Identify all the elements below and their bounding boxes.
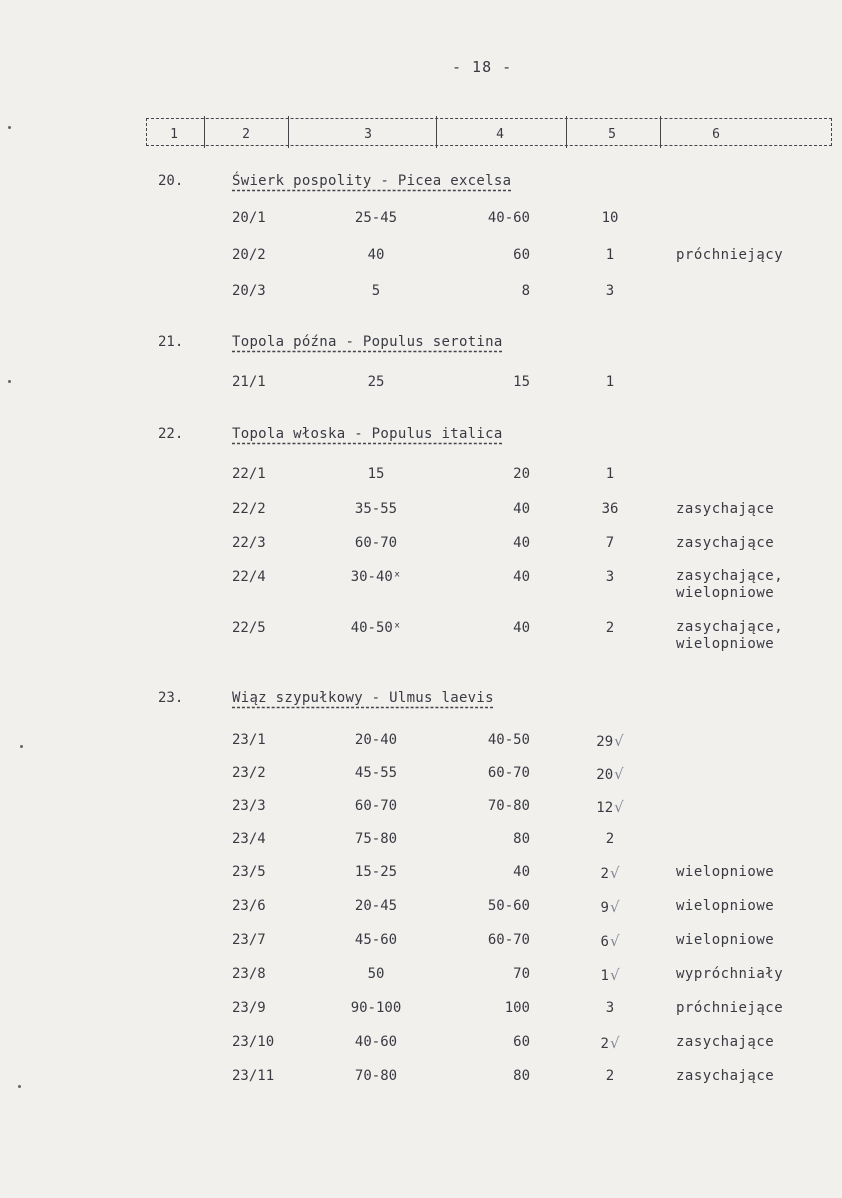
count-value: 20 [596,767,614,783]
row-col3: 60-70 [354,798,398,814]
count-value: 2 [600,1036,609,1052]
row-note: próchniejące [676,1000,784,1016]
row-col5: 10 [601,210,619,226]
row-note-line2: wielopniowe [676,585,775,601]
section-number: 20. [158,173,184,189]
section-number: 23. [158,690,184,706]
page-number: - 18 - [452,58,513,76]
row-id: 23/11 [232,1068,275,1084]
row-id: 23/5 [232,864,266,880]
count-value: 6 [600,934,609,950]
row-col5 [590,1034,630,1052]
count-value: 2 [600,866,609,882]
section-number: 21. [158,334,184,350]
row-col4: 60 [513,1034,530,1050]
row-col5: 7 [605,535,615,551]
row-col3: 45-55 [354,765,398,781]
row-note [676,619,783,653]
scan-speck [18,1085,21,1088]
column-separator [288,116,289,148]
column-separator [204,116,205,148]
check-mark-icon: √ [609,898,620,916]
row-note: wypróchniały [676,966,784,982]
section-title: Świerk pospolity - Picea excelsa [232,173,512,189]
row-col5 [590,798,630,816]
row-col4: 40-60 [487,210,530,226]
row-col3: 45-60 [354,932,398,948]
row-id: 21/1 [232,374,266,390]
row-col5: 1 [605,466,615,482]
row-note-line1: zasychające, [676,568,784,584]
row-col3: 5 [371,283,381,299]
row-note [676,568,783,602]
row-col4: 40 [513,535,530,551]
column-header-5: 5 [608,127,616,142]
row-col3: 40-50ˣ [350,620,402,636]
row-id: 23/4 [232,831,266,847]
row-id: 20/2 [232,247,266,263]
row-col3: 20-40 [354,732,398,748]
row-col3: 25 [367,374,385,390]
count-value: 29 [596,734,614,750]
row-id: 20/1 [232,210,266,226]
count-value: 9 [600,900,609,916]
row-col5: 3 [605,569,615,585]
row-col3: 50 [367,966,385,982]
row-col4: 40 [513,620,530,636]
check-mark-icon: √ [614,765,624,783]
row-col3: 15 [367,466,385,482]
section-title: Wiąz szypułkowy - Ulmus laevis [232,690,494,706]
column-header-1: 1 [170,127,178,142]
column-header-4: 4 [496,127,504,142]
column-header-3: 3 [364,127,372,142]
row-id: 23/10 [232,1034,275,1050]
column-header-2: 2 [242,127,250,142]
row-col4: 40 [513,569,530,585]
row-col4: 8 [521,283,530,299]
row-col4: 80 [513,831,530,847]
count-value: 1 [600,968,609,984]
row-note: wielopniowe [676,864,775,880]
row-col4: 80 [513,1068,530,1084]
row-col5 [590,966,630,984]
row-note: zasychające [676,1068,775,1084]
column-header-6: 6 [712,127,720,142]
row-col5 [590,765,630,783]
column-separator [660,116,661,148]
row-col5: 2 [605,1068,615,1084]
row-note: wielopniowe [676,932,775,948]
row-id: 23/1 [232,732,266,748]
check-mark-icon: √ [609,966,620,984]
section-number: 22. [158,426,184,442]
row-note-line2: wielopniowe [676,636,775,652]
check-mark-icon: √ [609,932,620,950]
row-col5: 1 [605,247,615,263]
row-col3: 15-25 [354,864,398,880]
row-id: 23/3 [232,798,266,814]
row-id: 22/3 [232,535,266,551]
row-note: próchniejący [676,247,784,263]
row-col4: 60 [513,247,530,263]
row-note: wielopniowe [676,898,775,914]
row-col3: 40-60 [354,1034,398,1050]
row-note: zasychające [676,535,775,551]
row-col3: 90-100 [350,1000,402,1016]
row-note: zasychające [676,501,775,517]
row-col4: 40 [513,501,530,517]
row-note-line1: zasychające, [676,619,784,635]
row-id: 22/5 [232,620,266,636]
row-col4: 70-80 [487,798,530,814]
row-id: 23/2 [232,765,266,781]
row-col3: 70-80 [354,1068,398,1084]
check-mark-icon: √ [609,1034,620,1052]
row-id: 22/4 [232,569,266,585]
row-col5: 2 [605,620,615,636]
row-col4: 60-70 [487,765,530,781]
row-col4: 60-70 [487,932,530,948]
row-col3: 35-55 [354,501,398,517]
row-col4: 15 [513,374,530,390]
row-col3: 75-80 [354,831,398,847]
row-col3: 20-45 [354,898,398,914]
row-col4: 70 [513,966,530,982]
row-id: 22/2 [232,501,266,517]
row-col3: 40 [367,247,385,263]
check-mark-icon: √ [614,732,624,750]
row-col4: 20 [513,466,530,482]
row-col4: 100 [504,1000,530,1016]
scan-speck [20,745,23,748]
row-note: zasychające [676,1034,775,1050]
count-value: 12 [596,800,614,816]
row-col5: 36 [601,501,619,517]
row-id: 23/6 [232,898,266,914]
row-col5 [590,898,630,916]
row-id: 20/3 [232,283,266,299]
row-col5: 3 [605,1000,615,1016]
section-title: Topola późna - Populus serotina [232,334,503,350]
row-col3: 25-45 [354,210,398,226]
row-col5: 2 [605,831,615,847]
row-id: 23/9 [232,1000,266,1016]
column-separator [436,116,437,148]
row-col3: 30-40ˣ [350,569,402,585]
row-id: 23/8 [232,966,266,982]
row-col5: 1 [605,374,615,390]
column-separator [566,116,567,148]
row-col5 [590,732,630,750]
scan-speck [8,126,11,129]
row-col3: 60-70 [354,535,398,551]
row-col5 [590,864,630,882]
section-title: Topola włoska - Populus italica [232,426,503,442]
row-col4: 40-50 [487,732,530,748]
check-mark-icon: √ [614,798,624,816]
scan-speck [8,380,11,383]
row-id: 23/7 [232,932,266,948]
row-col5: 3 [605,283,615,299]
row-col5 [590,932,630,950]
row-col4: 50-60 [487,898,530,914]
row-id: 22/1 [232,466,266,482]
check-mark-icon: √ [609,864,620,882]
row-col4: 40 [513,864,530,880]
